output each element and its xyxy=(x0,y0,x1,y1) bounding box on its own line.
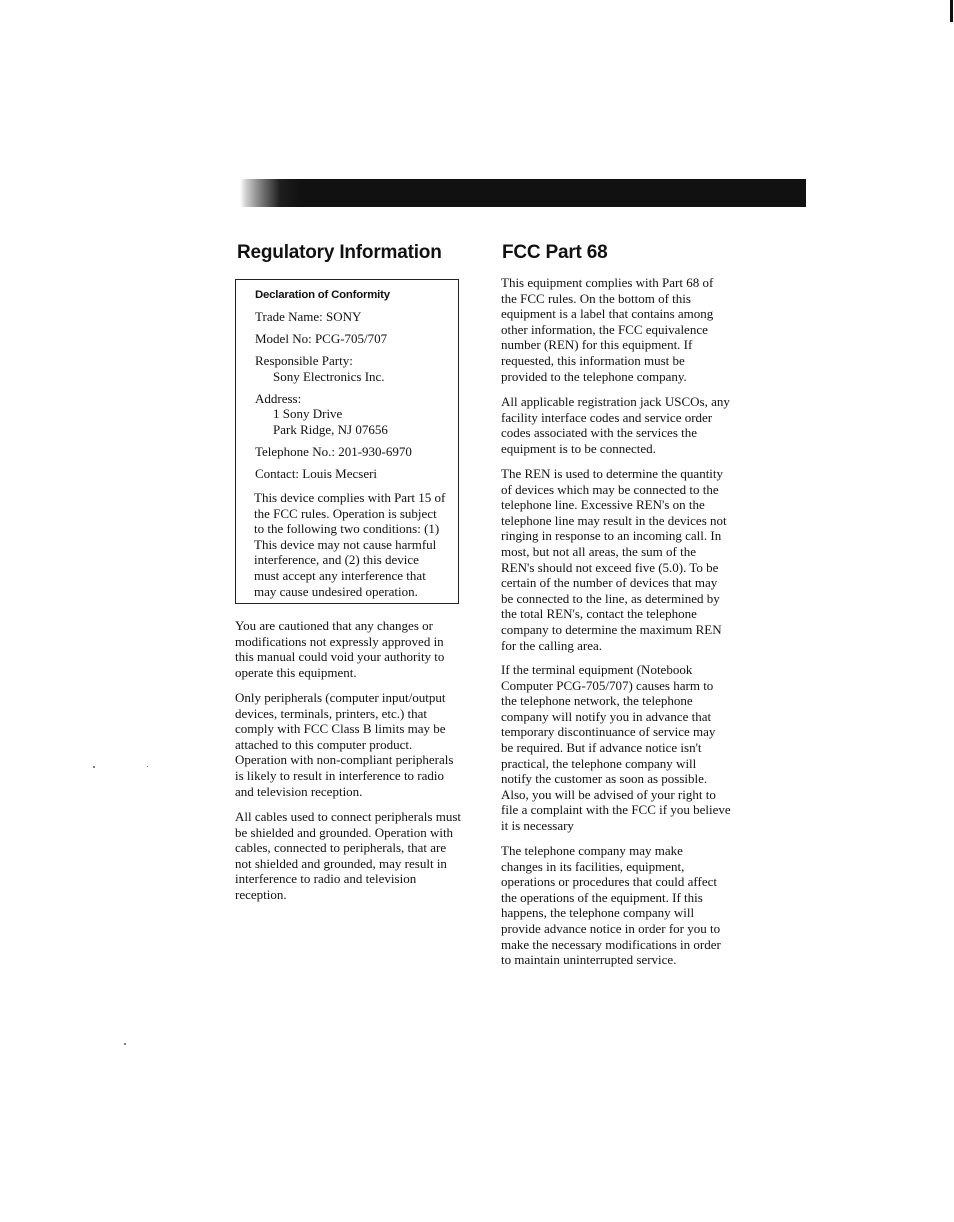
contact-name: Contact: Louis Mecseri xyxy=(255,466,378,481)
declaration-title: Declaration of Conformity xyxy=(255,289,390,301)
scan-speck xyxy=(147,766,148,767)
responsible-party-label: Responsible Party: xyxy=(255,353,353,368)
responsible-party-value: Sony Electronics Inc. xyxy=(273,369,385,384)
registration-jack-paragraph: All applicable registration jack USCOs, any facility interface codes and service order codes associated with the services the equipment is to be connected. xyxy=(501,394,730,456)
part-15-compliance-text: This device complies with Part 15 of the FCC rules. Operation is subject to the following two conditions: (1) This device may not cause harmful interference, and (2) this device must accept any interference that may cause undesired operation. xyxy=(254,490,446,599)
address-line-1: 1 Sony Drive xyxy=(273,406,343,421)
scan-speck xyxy=(93,766,95,768)
peripherals-paragraph: Only peripherals (computer input/output devices, terminals, printers, etc.) that comply with FCC Class B limits may be attached to this computer product. Operation with non-compliant peripherals is likely to result in interference to radio and television reception. xyxy=(235,690,454,799)
address-line-2: Park Ridge, NJ 07656 xyxy=(273,422,388,437)
header-bar xyxy=(240,179,806,207)
telephone-number: Telephone No.: 201-930-6970 xyxy=(255,444,412,459)
address-label: Address: xyxy=(255,391,302,406)
telephone-company-changes-paragraph: The telephone company may make changes in its facilities, equipment, operations or procedures that could affect the operations of the equipment. If this happens, the telephone company will provide advance notice in order for you to make the necessary modifications in order to maintain uninterrupted service. xyxy=(501,843,721,968)
fcc-compliance-paragraph: This equipment complies with Part 68 of the FCC rules. On the bottom of this equipment is a label that contains among other information, the FCC equivalence number (REN) for this equipment. If requested, this information must be provided to the telephone company. xyxy=(501,275,714,384)
page-edge-mark xyxy=(950,0,953,22)
terminal-equipment-paragraph: If the terminal equipment (Notebook Computer PCG-705/707) causes harm to the telephone network, the telephone company will notify you in advance that temporary discontinuance of service may be required. But if advance notice isn't practical, the telephone company will notify the customer as soon as possible. Also, you will be advised of your right to file a complaint with the FCC if you believe it is necessary xyxy=(501,662,731,833)
fcc-part-68-heading: FCC Part 68 xyxy=(502,242,608,263)
scan-speck xyxy=(124,1043,126,1045)
caution-paragraph: You are cautioned that any changes or modifications not expressly approved in this manual could void your authority to operate this equipment. xyxy=(235,618,445,680)
cables-paragraph: All cables used to connect peripherals must be shielded and grounded. Operation with cables, connected to peripherals, that are not shielded and grounded, may result in interference to radio and television reception. xyxy=(235,809,461,902)
regulatory-heading: Regulatory Information xyxy=(237,242,442,263)
model-number: Model No: PCG-705/707 xyxy=(255,331,388,346)
ren-paragraph: The REN is used to determine the quantity of devices which may be connected to the telephone line. Excessive REN's on the telephone line may result in the devices not ringing in response to an incoming call. In most, but not all areas, the sum of the REN's should not exceed five (5.0). To be certain of the number of devices that may be connected to the line, as determined by the total REN's, contact the telephone company to determine the maximum REN for the calling area. xyxy=(501,466,727,653)
trade-name: Trade Name: SONY xyxy=(255,309,362,324)
declaration-of-conformity-box xyxy=(235,279,459,604)
